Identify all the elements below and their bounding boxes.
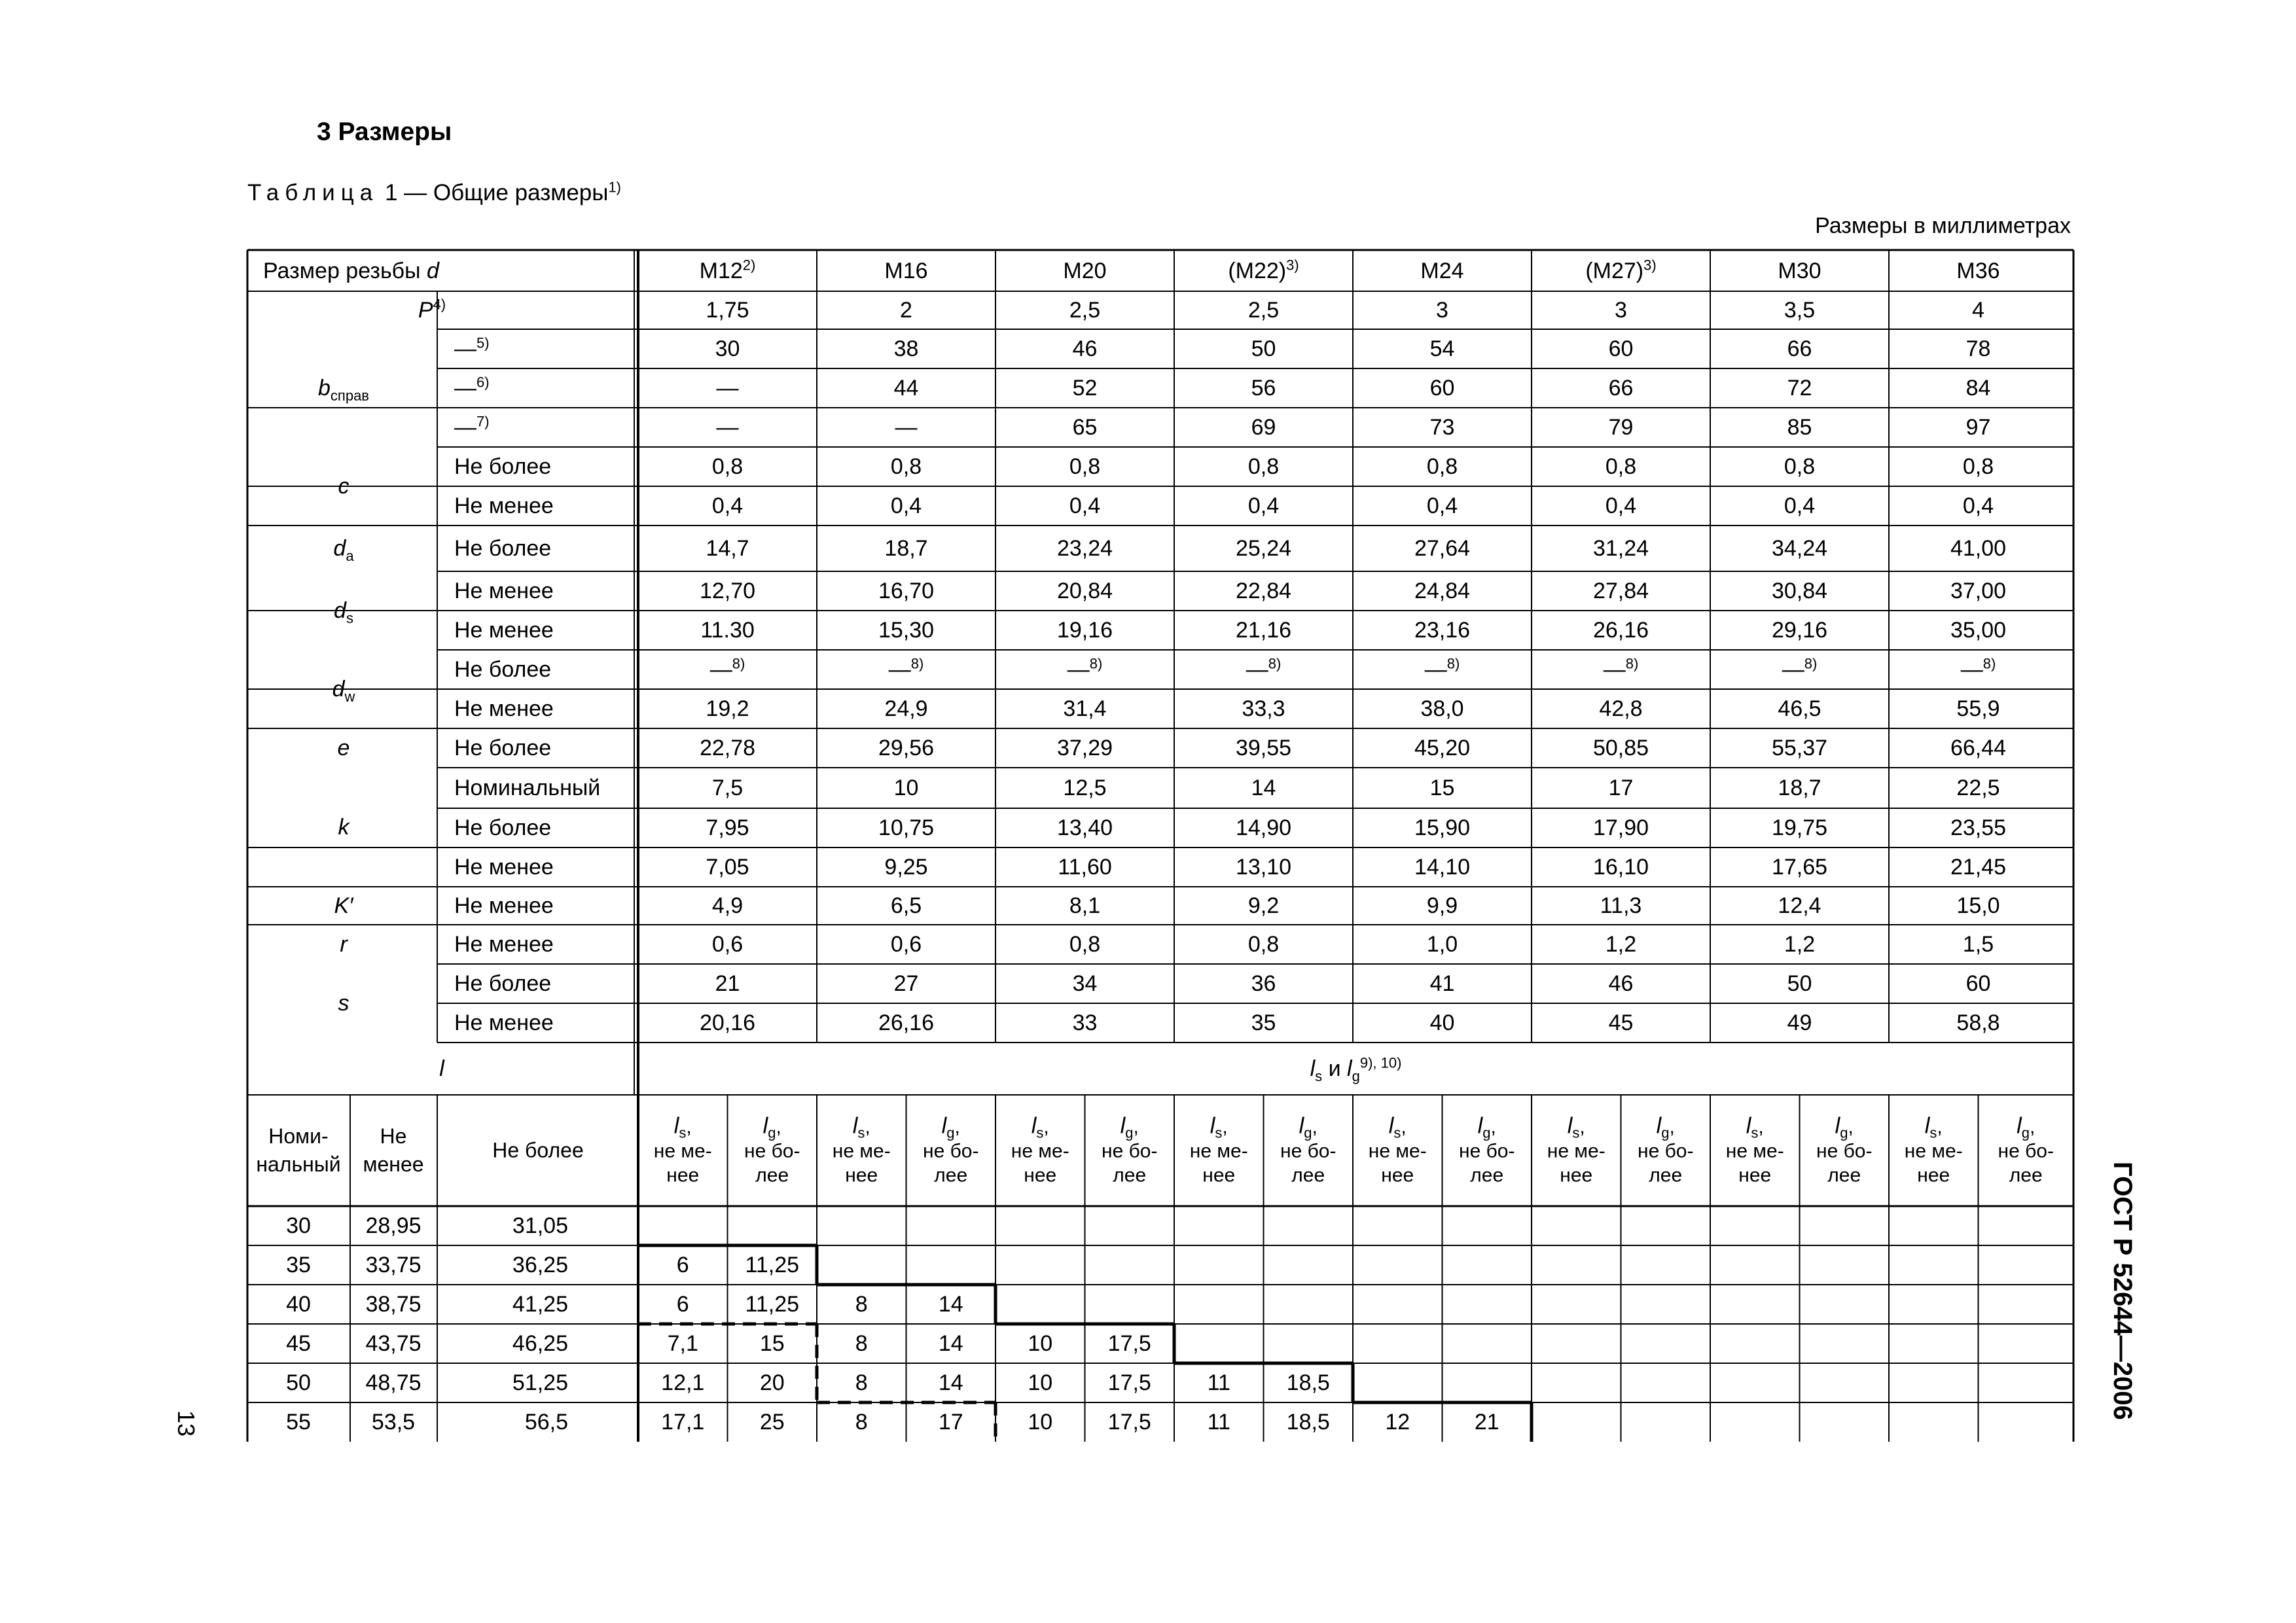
l-min: 38,75: [365, 1292, 422, 1317]
table-cell: 26,16: [878, 1010, 935, 1035]
sub-column-header: $l_s$, не ме- нее: [653, 1113, 712, 1186]
table-cell: 66,44: [1950, 736, 2007, 760]
thread-size-5: M24: [1420, 258, 1464, 283]
table-cell: 25,24: [1235, 536, 1292, 561]
row-symbol-10: r: [340, 932, 348, 957]
table-cell: 0,8: [1784, 454, 1816, 479]
table-cell: 15,90: [1414, 815, 1471, 840]
row-symbol-11: s: [338, 991, 350, 1016]
table-cell: 0,4: [890, 493, 922, 518]
row-symbol-2: $b_{справ}$: [318, 376, 369, 404]
table-cell: 0,8: [1605, 454, 1637, 479]
table-cell: 44: [893, 376, 919, 401]
table-cell: —$^{8)}$: [1067, 655, 1103, 682]
thread-size-4: $(M22)^{3)}$: [1228, 257, 1299, 283]
l-cell: 12: [1385, 1410, 1410, 1435]
sub-column-header: $l_g$, не бо- лее: [1280, 1113, 1336, 1186]
table-cell: 50,85: [1592, 736, 1649, 760]
table-cell: 39,55: [1235, 736, 1292, 760]
table-cell: 46,5: [1778, 696, 1821, 721]
table-cell: —: [895, 415, 918, 440]
table-cell: 27: [893, 971, 919, 996]
l-nominal: 55: [286, 1410, 311, 1435]
table-caption-text: 1 — Общие размеры: [378, 180, 609, 205]
table-cell: 42,8: [1599, 696, 1643, 721]
row-qualifier: Номинальный: [454, 776, 601, 800]
table-cell: 13,40: [1056, 815, 1113, 840]
l-nominal: 40: [286, 1292, 311, 1317]
table-cell: —$^{8)}$: [1960, 655, 1996, 682]
table-cell: 49: [1787, 1010, 1812, 1035]
table-caption-prefix: Таблица: [247, 180, 379, 205]
table-cell: 8,1: [1069, 893, 1101, 918]
row-qualifier: —$^{5)}$: [454, 334, 490, 361]
table-cell: 2,5: [1069, 298, 1101, 323]
table-cell: 4: [1972, 298, 1984, 323]
table-cell: 40: [1429, 1010, 1455, 1035]
l-cell: 17,5: [1107, 1410, 1151, 1435]
l-cell: 18,5: [1286, 1410, 1330, 1435]
table-cell: 38: [893, 336, 919, 361]
table-cell: 0,8: [711, 454, 744, 479]
table-cell: 2: [900, 298, 912, 323]
table-cell: 11,3: [1600, 893, 1642, 918]
l-cell: 25: [759, 1410, 785, 1435]
table-cell: 19,75: [1771, 815, 1828, 840]
table-cell: 79: [1608, 415, 1634, 440]
sub-column-header: $l_s$, не ме- нее: [832, 1113, 891, 1186]
table-cell: 30,84: [1771, 579, 1828, 603]
table-cell: 3,5: [1784, 298, 1816, 323]
table-cell: —: [716, 415, 739, 440]
table-cell: —$^{8)}$: [1782, 655, 1818, 682]
table-cell: 52: [1072, 376, 1098, 401]
table-cell: 9,2: [1247, 893, 1280, 918]
table-cell: 13,10: [1235, 855, 1292, 880]
table-cell: 17,90: [1592, 815, 1649, 840]
l-max: 51,25: [512, 1370, 568, 1395]
table-cell: 55,9: [1956, 696, 2000, 721]
table-cell: 33: [1072, 1010, 1098, 1035]
l-cell: 17,5: [1107, 1331, 1151, 1356]
table-cell: 0,6: [890, 932, 922, 957]
table-cell: 14,10: [1414, 855, 1471, 880]
table-cell: 16,70: [878, 579, 935, 603]
table-cell: 66: [1608, 376, 1634, 401]
table-cell: 31,24: [1592, 536, 1649, 561]
table-cell: 1,2: [1605, 932, 1637, 957]
section-title: 3 Размеры: [317, 118, 452, 146]
table-cell: 56: [1251, 376, 1276, 401]
table-cell: 0,8: [1069, 454, 1101, 479]
l-cell: 17,5: [1107, 1370, 1151, 1395]
table-cell: 17,65: [1771, 855, 1828, 880]
l-max: 36,25: [512, 1253, 568, 1277]
row-qualifier: Не менее: [454, 579, 554, 603]
table-cell: 18,7: [1778, 776, 1821, 800]
table-cell: 21: [715, 971, 740, 996]
l-min: 48,75: [365, 1370, 422, 1395]
table-cell: 9,9: [1426, 893, 1458, 918]
row-symbol-9: K′: [334, 893, 353, 918]
l-cell: 17,1: [661, 1410, 705, 1435]
table-cell: 10: [893, 776, 919, 800]
side-title: ГОСТ Р 52644—2006: [2108, 1162, 2137, 1420]
row-qualifier: Не менее: [454, 618, 554, 643]
table-cell: 21,45: [1950, 855, 2007, 880]
table-cell: —$^{8)}$: [709, 655, 745, 682]
table-cell: 16,10: [1592, 855, 1649, 880]
l-min: 33,75: [365, 1253, 422, 1277]
row-symbol-5: $d_s$: [334, 598, 353, 626]
table-cell: 69: [1251, 415, 1276, 440]
l-nominal: 35: [286, 1253, 311, 1277]
table-cell: 41,00: [1950, 536, 2007, 561]
table-caption-footnote: 1): [608, 179, 621, 196]
table-cell: 4,9: [711, 893, 744, 918]
l-cell: 14: [938, 1331, 963, 1356]
table-cell: 3: [1615, 298, 1627, 323]
row-qualifier: Не менее: [454, 855, 554, 880]
table-cell: 37,29: [1056, 736, 1113, 760]
l-cell: 20: [759, 1370, 785, 1395]
table-cell: 1,75: [706, 298, 749, 323]
table-cell: 41: [1429, 971, 1455, 996]
row-symbol-8: k: [338, 815, 350, 840]
l-max: 46,25: [512, 1331, 568, 1356]
l-cell: 11,25: [745, 1292, 800, 1317]
table-cell: 36: [1251, 971, 1276, 996]
l-cell: 8: [855, 1331, 868, 1356]
l-cell: 14: [938, 1370, 963, 1395]
table-cell: 24,9: [884, 696, 928, 721]
table-cell: 45: [1608, 1010, 1634, 1035]
table-cell: 14,7: [706, 536, 749, 561]
l-max: 41,25: [512, 1292, 568, 1317]
l-min: 53,5: [371, 1410, 416, 1435]
table-cell: 60: [1429, 376, 1455, 401]
row-symbol-3: c: [338, 474, 350, 499]
row-qualifier: Не менее: [454, 1010, 554, 1035]
l-cell: 11: [1207, 1410, 1230, 1435]
l-cell: 10: [1028, 1370, 1053, 1395]
sub-header: Не более: [492, 1138, 584, 1162]
table-cell: 33,3: [1242, 696, 1285, 721]
sub-column-header: $l_g$, не бо- лее: [744, 1113, 800, 1186]
row-symbol-1: $P^{4)}$: [418, 296, 446, 323]
table-cell: 60: [1965, 971, 1991, 996]
sub-column-header: $l_s$, не ме- нее: [1189, 1113, 1248, 1186]
table-cell: 31,4: [1063, 696, 1107, 721]
table-cell: 22,78: [699, 736, 756, 760]
sub-column-header: $l_g$, не бо- лее: [1816, 1113, 1873, 1186]
l-nominal: 30: [286, 1213, 311, 1238]
l-label: l: [439, 1056, 444, 1081]
table-cell: 34,24: [1771, 536, 1828, 561]
table-cell: 26,16: [1592, 618, 1649, 643]
table-cell: 84: [1965, 376, 1991, 401]
row-qualifier: Не менее: [454, 493, 554, 518]
table-cell: 50: [1787, 971, 1812, 996]
l-cell: 10: [1028, 1410, 1053, 1435]
table-cell: 65: [1072, 415, 1098, 440]
l-cell: 15: [759, 1331, 785, 1356]
table-cell: 17: [1608, 776, 1634, 800]
sub-column-header: $l_s$, не ме- нее: [1904, 1113, 1963, 1186]
table-cell: 12,5: [1063, 776, 1107, 800]
row-qualifier: —$^{7)}$: [454, 413, 490, 440]
l-nominal: 45: [286, 1331, 311, 1356]
table-cell: 60: [1608, 336, 1634, 361]
table-cell: 1,5: [1962, 932, 1994, 957]
table-cell: 78: [1965, 336, 1991, 361]
table-cell: 27,64: [1414, 536, 1471, 561]
sub-header: Не менее: [363, 1124, 424, 1176]
table-cell: 0,4: [1069, 493, 1101, 518]
thread-size-label: Размер резьбы d: [263, 258, 439, 283]
l-min: 43,75: [365, 1331, 422, 1356]
table-cell: 0,8: [1247, 932, 1280, 957]
table-cell: 46: [1072, 336, 1098, 361]
table-cell: 14,90: [1235, 815, 1292, 840]
table-cell: 20,16: [699, 1010, 756, 1035]
l-cell: 12,1: [661, 1370, 705, 1395]
thread-size-3: M20: [1063, 258, 1107, 283]
table-cell: 0,8: [1069, 932, 1101, 957]
table-cell: 23,16: [1414, 618, 1471, 643]
row-symbol-6: $d_w$: [332, 677, 355, 705]
page-number: 13: [173, 1410, 200, 1437]
row-qualifier: Не более: [454, 815, 552, 840]
table-cell: —$^{8)}$: [888, 655, 924, 682]
table-cell: 12,70: [699, 579, 756, 603]
sub-column-header: $l_g$, не бо- лее: [1459, 1113, 1515, 1186]
row-qualifier: Не менее: [454, 932, 554, 957]
row-qualifier: Не более: [454, 736, 552, 760]
row-qualifier: Не более: [454, 971, 552, 996]
l-cell: 18,5: [1286, 1370, 1330, 1395]
l-cell: 14: [938, 1292, 963, 1317]
thread-size-1: M12$^{2)}$: [699, 257, 756, 283]
table-cell: 19,16: [1056, 618, 1113, 643]
table-cell: 6,5: [890, 893, 922, 918]
l-cell: 8: [855, 1370, 868, 1395]
table-cell: 15,30: [878, 618, 935, 643]
table-cell: 7,95: [706, 815, 749, 840]
table-cell: 0,4: [1605, 493, 1637, 518]
sub-column-header: $l_g$, не бо- лее: [923, 1113, 979, 1186]
table-cell: 1,2: [1784, 932, 1816, 957]
table-cell: 35,00: [1950, 618, 2007, 643]
thread-size-2: M16: [884, 258, 928, 283]
table-cell: 24,84: [1414, 579, 1471, 603]
table-cell: 97: [1965, 415, 1991, 440]
table-cell: 46: [1608, 971, 1634, 996]
row-qualifier: Не менее: [454, 696, 554, 721]
table-cell: 30: [715, 336, 740, 361]
table-cell: —$^{8)}$: [1603, 655, 1639, 682]
table-cell: 0,8: [1962, 454, 1994, 479]
table-cell: 0,8: [1247, 454, 1280, 479]
l-cell: 11,25: [745, 1253, 800, 1277]
table-cell: 0,8: [890, 454, 922, 479]
table-cell: 0,4: [1962, 493, 1994, 518]
table-cell: 3: [1436, 298, 1448, 323]
l-cell: 7,1: [667, 1331, 698, 1356]
l-cell: 8: [855, 1292, 868, 1317]
table-cell: 55,37: [1771, 736, 1828, 760]
table-cell: 0,4: [711, 493, 744, 518]
table-cell: —$^{8)}$: [1246, 655, 1282, 682]
sub-column-header: $l_s$, не ме- нее: [1368, 1113, 1427, 1186]
table-cell: 22,84: [1235, 579, 1292, 603]
table-cell: 66: [1787, 336, 1812, 361]
table-cell: 11,60: [1058, 855, 1112, 880]
table-cell: 2,5: [1247, 298, 1280, 323]
l-cell: 17: [938, 1410, 963, 1435]
table-cell: 21,16: [1235, 618, 1292, 643]
sub-column-header: $l_s$, не ме- нее: [1547, 1113, 1605, 1186]
table-cell: 73: [1429, 415, 1455, 440]
row-symbol-4: $d_a$: [333, 536, 354, 564]
table-cell: 27,84: [1592, 579, 1649, 603]
table-cell: 23,24: [1056, 536, 1113, 561]
sub-column-header: $l_s$, не ме- нее: [1011, 1113, 1069, 1186]
thread-size-8: M36: [1956, 258, 2000, 283]
l-cell: 11: [1207, 1370, 1230, 1395]
row-qualifier: —$^{6)}$: [454, 374, 490, 401]
table-cell: 29,56: [878, 736, 935, 760]
table-cell: 11.30: [700, 618, 755, 643]
table-cell: 0,4: [1784, 493, 1816, 518]
row-symbol-7: e: [337, 736, 350, 760]
l-max: 31,05: [512, 1213, 568, 1238]
sub-column-header: $l_g$, не бо- лее: [1638, 1113, 1694, 1186]
row-qualifier: Не более: [454, 454, 552, 479]
row-qualifier: Не менее: [454, 893, 554, 918]
l-cell: 6: [676, 1253, 689, 1277]
row-qualifier: Не более: [454, 657, 552, 682]
table-cell: —$^{8)}$: [1424, 655, 1460, 682]
l-cell: 8: [855, 1410, 868, 1435]
table-cell: 0,4: [1247, 493, 1280, 518]
l-cell: 6: [676, 1292, 689, 1317]
units-note: Размеры в миллиметрах: [1815, 213, 2071, 238]
table-cell: 58,8: [1956, 1010, 2000, 1035]
table-cell: 37,00: [1950, 579, 2007, 603]
sub-column-header: $l_g$, не бо- лее: [1102, 1113, 1158, 1186]
table-cell: 54: [1429, 336, 1455, 361]
l-max: 56,5: [524, 1410, 568, 1435]
table-cell: 29,16: [1771, 618, 1828, 643]
table-cell: 10,75: [878, 815, 935, 840]
table-cell: —: [716, 376, 739, 401]
l-cell: 10: [1028, 1331, 1053, 1356]
table-cell: 19,2: [706, 696, 749, 721]
table-cell: 22,5: [1956, 776, 2000, 800]
table-cell: 20,84: [1056, 579, 1113, 603]
table-cell: 50: [1251, 336, 1276, 361]
table-cell: 14: [1251, 776, 1276, 800]
table-cell: 0,8: [1426, 454, 1458, 479]
sub-column-header: $l_g$, не бо- лее: [1998, 1113, 2054, 1186]
table-cell: 38,0: [1420, 696, 1464, 721]
l-nominal: 50: [286, 1370, 311, 1395]
table-cell: 7,05: [706, 855, 749, 880]
table-cell: 15,0: [1956, 893, 2000, 918]
row-qualifier: Не более: [454, 536, 552, 561]
sub-column-header: $l_s$, не ме- нее: [1725, 1113, 1784, 1186]
table-cell: 0,4: [1426, 493, 1458, 518]
l-min: 28,95: [365, 1213, 422, 1238]
ls-lg-title: $l_s$ и $l_g^{9), 10)}$: [1310, 1054, 1402, 1084]
thread-size-6: $(M27)^{3)}$: [1585, 257, 1657, 283]
table-cell: 1,0: [1426, 932, 1458, 957]
table-cell: 35: [1251, 1010, 1276, 1035]
table-cell: 15: [1429, 776, 1455, 800]
thread-size-7: M30: [1778, 258, 1821, 283]
table-cell: 45,20: [1414, 736, 1471, 760]
table-cell: 18,7: [884, 536, 928, 561]
table-cell: 72: [1787, 376, 1812, 401]
table-cell: 0,6: [711, 932, 744, 957]
table-cell: 7,5: [711, 776, 744, 800]
l-cell: 21: [1474, 1410, 1499, 1435]
table-cell: 34: [1072, 971, 1098, 996]
sub-header: Номи- нальный: [256, 1124, 341, 1176]
table-cell: 9,25: [884, 855, 928, 880]
table-cell: 85: [1787, 415, 1812, 440]
table-cell: 23,55: [1950, 815, 2007, 840]
table-cell: 12,4: [1778, 893, 1821, 918]
